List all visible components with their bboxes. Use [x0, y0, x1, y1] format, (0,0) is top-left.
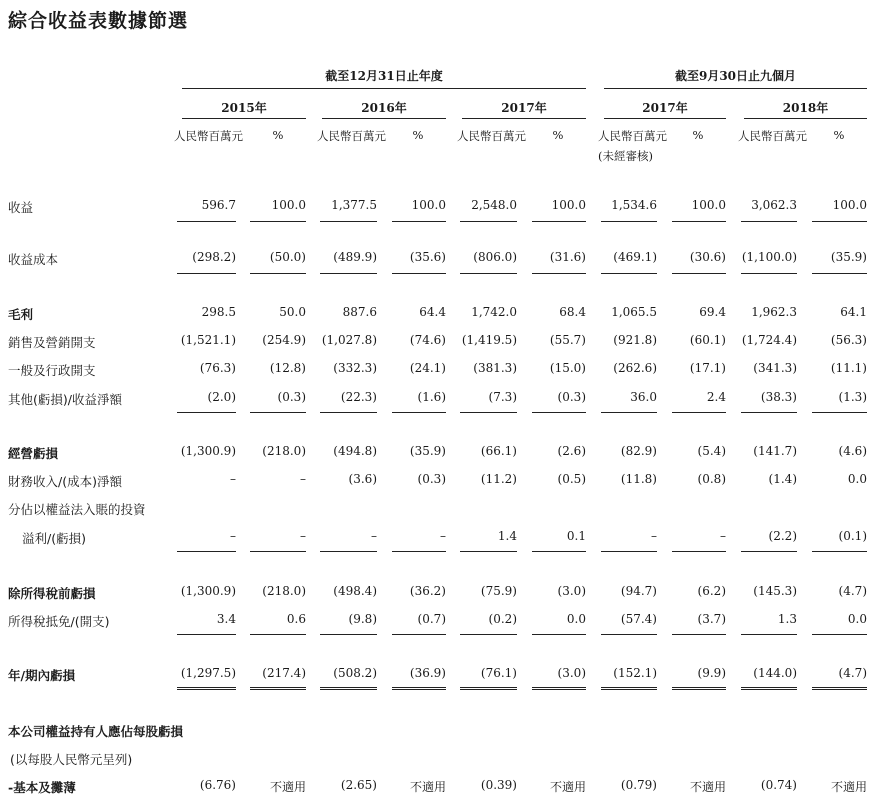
subtotal-rule — [392, 412, 446, 413]
row-value: (50.0) — [269, 250, 306, 264]
year-rule — [182, 118, 306, 119]
row-value: – — [300, 472, 306, 486]
row-value: 100.0 — [411, 198, 446, 212]
row-value: 69.4 — [699, 305, 726, 319]
row-value: 0.0 — [847, 472, 867, 486]
row-value: (12.8) — [269, 361, 306, 375]
row-value: (1,724.4) — [741, 333, 797, 347]
subtotal-rule — [812, 634, 867, 635]
group-header-fiscal-year: 截至12月31日止年度 — [325, 69, 443, 83]
row-label: 收益成本 — [8, 252, 59, 267]
subtotal-rule — [460, 221, 517, 222]
subtotal-rule — [392, 634, 446, 635]
subtotal-rule — [532, 221, 586, 222]
row-label: 除所得稅前虧損 — [8, 586, 96, 601]
row-value: 1,065.5 — [611, 305, 657, 319]
row-label: 分佔以權益法入賬的投資 — [8, 502, 146, 517]
subtotal-rule — [250, 551, 306, 552]
subtotal-rule — [741, 273, 797, 274]
row-value: (36.2) — [409, 584, 446, 598]
row-value: (1.3) — [838, 390, 867, 404]
row-value: (35.9) — [830, 250, 867, 264]
row-label: 其他(虧損)/收益淨額 — [8, 392, 122, 407]
row-value: 3.4 — [216, 612, 236, 626]
row-value: 596.7 — [201, 198, 236, 212]
percent-header: % — [552, 128, 564, 142]
year-rule — [462, 118, 586, 119]
row-value: (75.9) — [480, 584, 517, 598]
subtotal-rule — [672, 634, 726, 635]
row-value: (218.0) — [262, 444, 306, 458]
row-label: 所得稅抵免/(開支) — [8, 614, 110, 629]
subtotal-rule — [812, 221, 867, 222]
row-value: (30.6) — [689, 250, 726, 264]
unit-header: 人民幣百萬元 — [598, 129, 667, 143]
row-value: (55.7) — [549, 333, 586, 347]
row-value: (56.3) — [830, 333, 867, 347]
row-value: (0.39) — [480, 778, 517, 792]
page-title: 綜合收益表數據節選 — [8, 10, 189, 32]
row-value: (0.2) — [488, 612, 517, 626]
subtotal-rule — [177, 412, 236, 413]
subtotal-rule — [392, 273, 446, 274]
subtotal-rule — [460, 412, 517, 413]
row-label: 本公司權益持有人應佔每股虧損 — [8, 724, 184, 739]
row-value: 2.4 — [706, 390, 726, 404]
row-value: 0.0 — [566, 612, 586, 626]
row-value: (381.3) — [473, 361, 517, 375]
row-value: (3.7) — [697, 612, 726, 626]
row-value: (0.3) — [557, 390, 586, 404]
row-value: (1,027.8) — [321, 333, 377, 347]
subtotal-rule — [601, 273, 657, 274]
row-value: (35.6) — [409, 250, 446, 264]
row-value: (94.7) — [620, 584, 657, 598]
year-header: 2015年 — [221, 101, 267, 115]
total-double-rule — [601, 687, 657, 690]
subtotal-rule — [320, 551, 377, 552]
row-value: (11.2) — [480, 472, 517, 486]
total-double-rule — [672, 687, 726, 690]
percent-header: % — [692, 128, 704, 142]
row-value: (36.9) — [409, 666, 446, 680]
row-value: 0.0 — [847, 612, 867, 626]
subtotal-rule — [392, 551, 446, 552]
row-value: (2.65) — [340, 778, 377, 792]
subtotal-rule — [532, 273, 586, 274]
row-value: (254.9) — [262, 333, 306, 347]
row-value: 0.6 — [286, 612, 306, 626]
row-value: 298.5 — [201, 305, 236, 319]
total-double-rule — [532, 687, 586, 690]
percent-header: % — [412, 128, 424, 142]
row-value: (1,521.1) — [180, 333, 236, 347]
row-value: (31.6) — [549, 250, 586, 264]
total-double-rule — [392, 687, 446, 690]
row-value: (298.2) — [192, 250, 236, 264]
row-value: 2,548.0 — [471, 198, 517, 212]
row-value: (60.1) — [689, 333, 726, 347]
row-value: (1,100.0) — [741, 250, 797, 264]
row-value: (1,297.5) — [180, 666, 236, 680]
row-value: (17.1) — [689, 361, 726, 375]
subtotal-rule — [177, 634, 236, 635]
subtotal-rule — [250, 634, 306, 635]
row-value: 887.6 — [342, 305, 377, 319]
row-value: (22.3) — [340, 390, 377, 404]
row-value: (144.0) — [753, 666, 797, 680]
row-value: (6.2) — [697, 584, 726, 598]
row-value: 1,534.6 — [611, 198, 657, 212]
subtotal-rule — [672, 273, 726, 274]
row-value: 不適用 — [830, 780, 867, 794]
row-value: (4.7) — [838, 584, 867, 598]
row-value: (469.1) — [613, 250, 657, 264]
row-value: (35.9) — [409, 444, 446, 458]
percent-header: % — [833, 128, 845, 142]
subtotal-rule — [601, 634, 657, 635]
row-value: – — [440, 529, 446, 543]
row-value: (3.0) — [557, 584, 586, 598]
row-value: (217.4) — [262, 666, 306, 680]
row-value: – — [720, 529, 726, 543]
row-value: 64.4 — [419, 305, 446, 319]
row-value: (262.6) — [613, 361, 657, 375]
row-value: – — [371, 529, 377, 543]
subtotal-rule — [601, 412, 657, 413]
subtotal-rule — [250, 273, 306, 274]
row-value: (145.3) — [753, 584, 797, 598]
row-value: 64.1 — [840, 305, 867, 319]
subtotal-rule — [460, 551, 517, 552]
subtotal-rule — [320, 221, 377, 222]
unit-header: 人民幣百萬元 — [738, 129, 807, 143]
subtotal-rule — [320, 634, 377, 635]
row-value: (3.0) — [557, 666, 586, 680]
subtotal-rule — [741, 551, 797, 552]
row-value: (15.0) — [549, 361, 586, 375]
row-value: (1.4) — [768, 472, 797, 486]
row-label: 毛利 — [8, 307, 34, 322]
row-value: (7.3) — [488, 390, 517, 404]
row-label: (以每股人民幣元呈列) — [10, 752, 133, 767]
row-value: (76.3) — [199, 361, 236, 375]
row-value: (24.1) — [409, 361, 446, 375]
row-value: – — [300, 529, 306, 543]
row-value: (66.1) — [480, 444, 517, 458]
row-value: (494.8) — [333, 444, 377, 458]
row-value: (4.7) — [838, 666, 867, 680]
row-value: (1,300.9) — [180, 444, 236, 458]
row-value: (2.6) — [557, 444, 586, 458]
row-value: 不適用 — [549, 780, 586, 794]
row-value: (341.3) — [753, 361, 797, 375]
row-value: (2.0) — [207, 390, 236, 404]
subtotal-rule — [250, 221, 306, 222]
row-label: -基本及攤薄 — [8, 780, 76, 795]
subtotal-rule — [741, 221, 797, 222]
year-header: 2017年 — [642, 101, 688, 115]
year-header: 2017年 — [501, 101, 547, 115]
percent-header: % — [272, 128, 284, 142]
row-value: 0.1 — [566, 529, 586, 543]
row-value: (74.6) — [409, 333, 446, 347]
row-value: (6.76) — [199, 778, 236, 792]
row-value: 100.0 — [832, 198, 867, 212]
row-value: 不適用 — [689, 780, 726, 794]
row-value: (921.8) — [613, 333, 657, 347]
year-header: 2018年 — [782, 101, 829, 115]
subtotal-rule — [177, 273, 236, 274]
row-value: (0.3) — [417, 472, 446, 486]
row-value: (9.9) — [697, 666, 726, 680]
row-value: 36.0 — [630, 390, 657, 404]
subtotal-rule — [392, 221, 446, 222]
row-value: (0.79) — [620, 778, 657, 792]
row-value: (1,419.5) — [461, 333, 517, 347]
row-value: (38.3) — [760, 390, 797, 404]
row-value: 1,377.5 — [331, 198, 377, 212]
subtotal-rule — [250, 412, 306, 413]
subtotal-rule — [601, 551, 657, 552]
year-header: 2016年 — [361, 101, 407, 115]
row-value: (1,300.9) — [180, 584, 236, 598]
subtotal-rule — [812, 551, 867, 552]
total-double-rule — [741, 687, 797, 690]
row-value: (82.9) — [620, 444, 657, 458]
row-value: (489.9) — [333, 250, 377, 264]
row-value: 50.0 — [279, 305, 306, 319]
row-value: (0.74) — [760, 778, 797, 792]
row-value: (5.4) — [697, 444, 726, 458]
row-value: 1,962.3 — [751, 305, 797, 319]
row-value: – — [230, 472, 236, 486]
group-rule-fiscal-year — [182, 88, 586, 89]
row-value: (0.3) — [277, 390, 306, 404]
row-value: 100.0 — [691, 198, 726, 212]
total-double-rule — [460, 687, 517, 690]
row-value: – — [230, 529, 236, 543]
row-value: (218.0) — [262, 584, 306, 598]
row-value: (76.1) — [480, 666, 517, 680]
subtotal-rule — [741, 412, 797, 413]
subtotal-rule — [460, 273, 517, 274]
row-value: 不適用 — [269, 780, 306, 794]
subtotal-rule — [672, 551, 726, 552]
unit-header: 人民幣百萬元 — [457, 129, 526, 143]
total-double-rule — [812, 687, 867, 690]
row-value: (57.4) — [620, 612, 657, 626]
row-value: (141.7) — [753, 444, 797, 458]
subtotal-rule — [812, 273, 867, 274]
subtotal-rule — [320, 273, 377, 274]
row-value: 1.4 — [497, 529, 517, 543]
unaudited-header: (未經審核) — [598, 149, 653, 163]
year-rule — [604, 118, 726, 119]
row-value: 不適用 — [409, 780, 446, 794]
unit-header: 人民幣百萬元 — [174, 129, 243, 143]
row-label: 財務收入/(成本)淨額 — [8, 474, 122, 489]
unit-header: 人民幣百萬元 — [317, 129, 386, 143]
row-value: (0.5) — [557, 472, 586, 486]
subtotal-rule — [320, 412, 377, 413]
row-value: (806.0) — [473, 250, 517, 264]
row-label: 銷售及營銷開支 — [8, 335, 96, 350]
row-label: 收益 — [8, 200, 34, 215]
row-value: 1.3 — [777, 612, 797, 626]
row-value: (11.8) — [620, 472, 657, 486]
row-value: (4.6) — [838, 444, 867, 458]
row-value: (1.6) — [417, 390, 446, 404]
row-value: (332.3) — [333, 361, 377, 375]
subtotal-rule — [532, 634, 586, 635]
subtotal-rule — [460, 634, 517, 635]
row-value: (3.6) — [348, 472, 377, 486]
row-value: 3,062.3 — [751, 198, 797, 212]
total-double-rule — [250, 687, 306, 690]
total-double-rule — [320, 687, 377, 690]
row-value: (0.7) — [417, 612, 446, 626]
group-header-nine-months: 截至9月30日止九個月 — [674, 69, 797, 83]
row-label: 經營虧損 — [8, 446, 59, 461]
subtotal-rule — [741, 634, 797, 635]
row-value: (152.1) — [613, 666, 657, 680]
row-label: 年/期內虧損 — [8, 668, 76, 683]
subtotal-rule — [532, 551, 586, 552]
subtotal-rule — [672, 412, 726, 413]
row-value: (498.4) — [333, 584, 377, 598]
group-rule-nine-months — [604, 88, 867, 89]
subtotal-rule — [812, 412, 867, 413]
year-rule — [744, 118, 867, 119]
row-value: (0.8) — [697, 472, 726, 486]
subtotal-rule — [177, 221, 236, 222]
row-value: 100.0 — [551, 198, 586, 212]
row-value: 100.0 — [271, 198, 306, 212]
subtotal-rule — [177, 551, 236, 552]
row-value: (2.2) — [768, 529, 797, 543]
row-value: 1,742.0 — [471, 305, 517, 319]
year-rule — [322, 118, 446, 119]
row-value: (508.2) — [333, 666, 377, 680]
row-value: (11.1) — [830, 361, 867, 375]
row-label: 一般及行政開支 — [8, 363, 96, 378]
subtotal-rule — [672, 221, 726, 222]
row-value: (9.8) — [348, 612, 377, 626]
subtotal-rule — [601, 221, 657, 222]
total-double-rule — [177, 687, 236, 690]
row-label: 溢利/(虧損) — [22, 531, 86, 546]
row-value: (0.1) — [838, 529, 867, 543]
row-value: – — [651, 529, 657, 543]
row-value: 68.4 — [559, 305, 586, 319]
subtotal-rule — [532, 412, 586, 413]
